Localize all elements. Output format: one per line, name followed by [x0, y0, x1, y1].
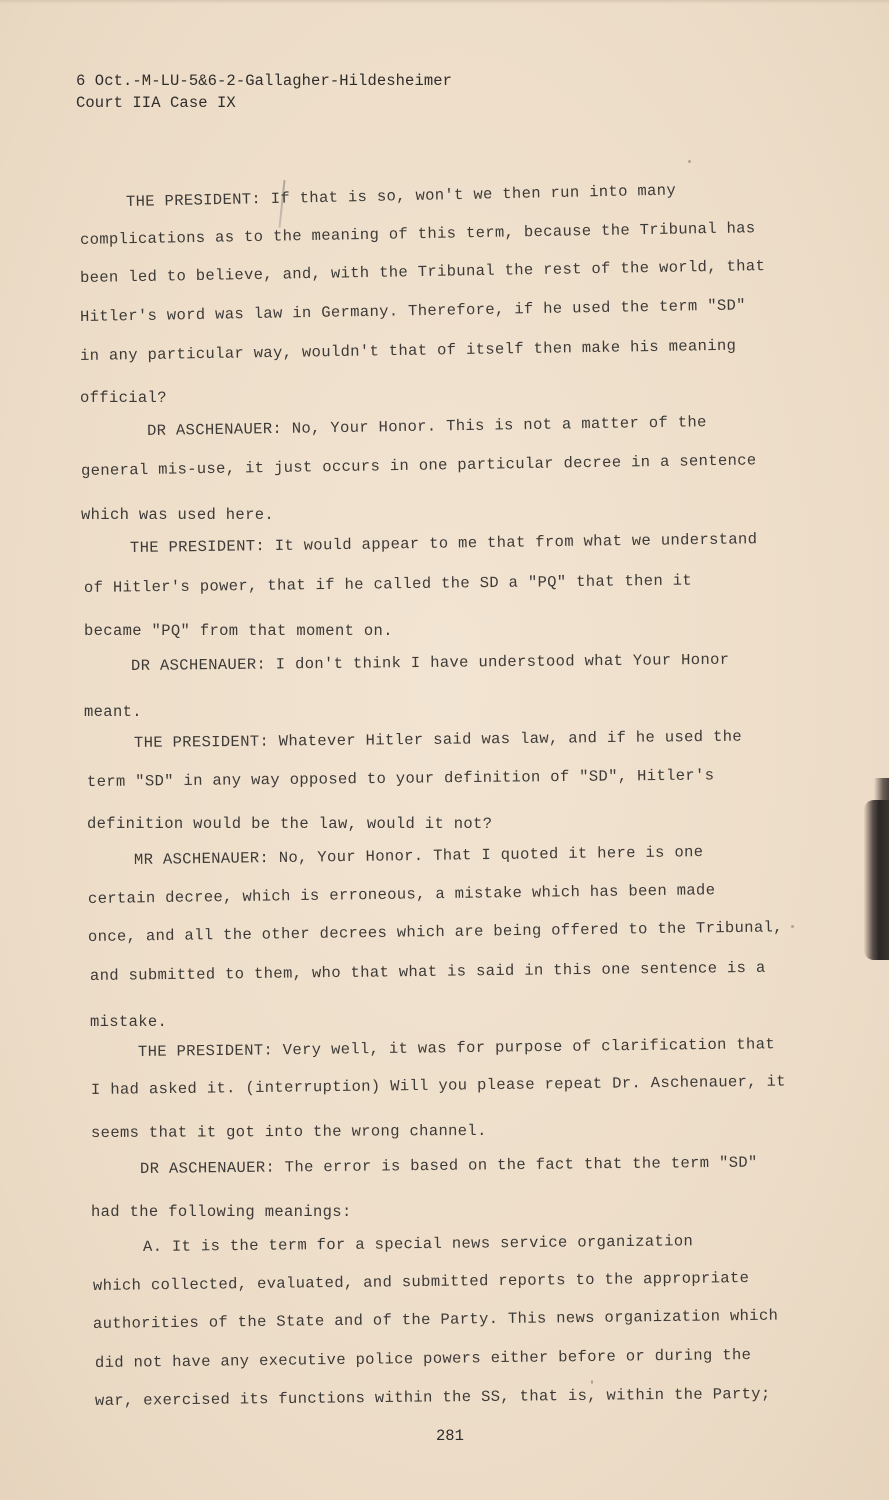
transcript-line: authorities of the State and of the Party. This news organization which	[92, 1306, 779, 1333]
transcript-line: complications as to the meaning of this term, because the Tribunal has	[79, 219, 756, 249]
transcript-line: mistake.	[90, 1013, 168, 1031]
paper-speck	[791, 925, 794, 928]
transcript-line: which collected, evaluated, and submitted reports to the appropriate	[92, 1268, 750, 1295]
transcript-line: THE PRESIDENT: Whatever Hitler said was law, and if he used the	[133, 727, 743, 752]
transcript-line: war, exercised its functions within the SS, that is, within the Party;	[94, 1384, 771, 1410]
header-reference-line: 6 Oct.-M-LU-5&6-2-Gallagher-Hildesheimer	[76, 72, 453, 90]
transcript-line: general mis-use, it just occurs in one particular decree in a sentence	[80, 451, 757, 480]
transcript-line: meant.	[84, 703, 142, 721]
transcript-line: been led to believe, and, with the Tribunal the rest of the world, that	[79, 257, 766, 287]
transcript-line: of Hitler's power, that if he called the SD a "PQ" that then it	[83, 571, 693, 597]
transcript-line: became "PQ" from that moment on.	[84, 622, 393, 640]
transcript-line: seems that it got into the wrong channel.	[90, 1121, 487, 1142]
transcript-line: definition would be the law, would it not?	[87, 815, 493, 833]
transcript-line: THE PRESIDENT: If that is so, won't we then run into many	[125, 181, 677, 211]
transcript-line: had the following meanings:	[91, 1203, 352, 1221]
header-court-line: Court IIA Case IX	[76, 94, 236, 112]
paper-speck	[688, 160, 691, 163]
transcript-line: Hitler's word was law in Germany. Therefore, if he used the term "SD"	[79, 296, 747, 326]
binding-tab	[864, 800, 889, 960]
transcript-line: which was used here.	[81, 506, 275, 524]
transcript-line: THE PRESIDENT: Very well, it was for purpose of clarification that	[137, 1035, 776, 1061]
transcript-line: official?	[80, 389, 167, 407]
transcript-line: DR ASCHENAUER: I don't think I have understood what Your Honor	[130, 650, 730, 675]
transcript-line: and submitted to them, who that what is said in this one sentence is a	[89, 958, 766, 985]
transcript-line: term "SD" in any way opposed to your definition of "SD", Hitler's	[86, 766, 715, 791]
transcript-line: DR ASCHENAUER: No, Your Honor. This is not a matter of the	[146, 413, 707, 440]
transcript-line: DR ASCHENAUER: The error is based on the fact that the term "SD"	[139, 1153, 758, 1178]
transcript-line: did not have any executive police powers either before or during the	[94, 1345, 752, 1372]
transcript-line: MR ASCHENAUER: No, Your Honor. That I quoted it here is one	[133, 843, 704, 869]
transcript-line: THE PRESIDENT: It would appear to me that from what we understand	[129, 530, 758, 557]
paper-speck	[591, 1380, 593, 1384]
transcript-line: once, and all the other decrees which are being offered to the Tribunal,	[87, 918, 783, 946]
transcript-line: in any particular way, wouldn't that of itself then make his meaning	[79, 336, 737, 365]
page-number: 281	[436, 1427, 464, 1445]
transcript-line: certain decree, which is erroneous, a mistake which has been made	[87, 881, 716, 908]
transcript-line: A. It is the term for a special news service organization	[142, 1232, 694, 1256]
transcript-line: I had asked it. (interruption) Will you please repeat Dr. Aschenauer, it	[90, 1072, 786, 1099]
